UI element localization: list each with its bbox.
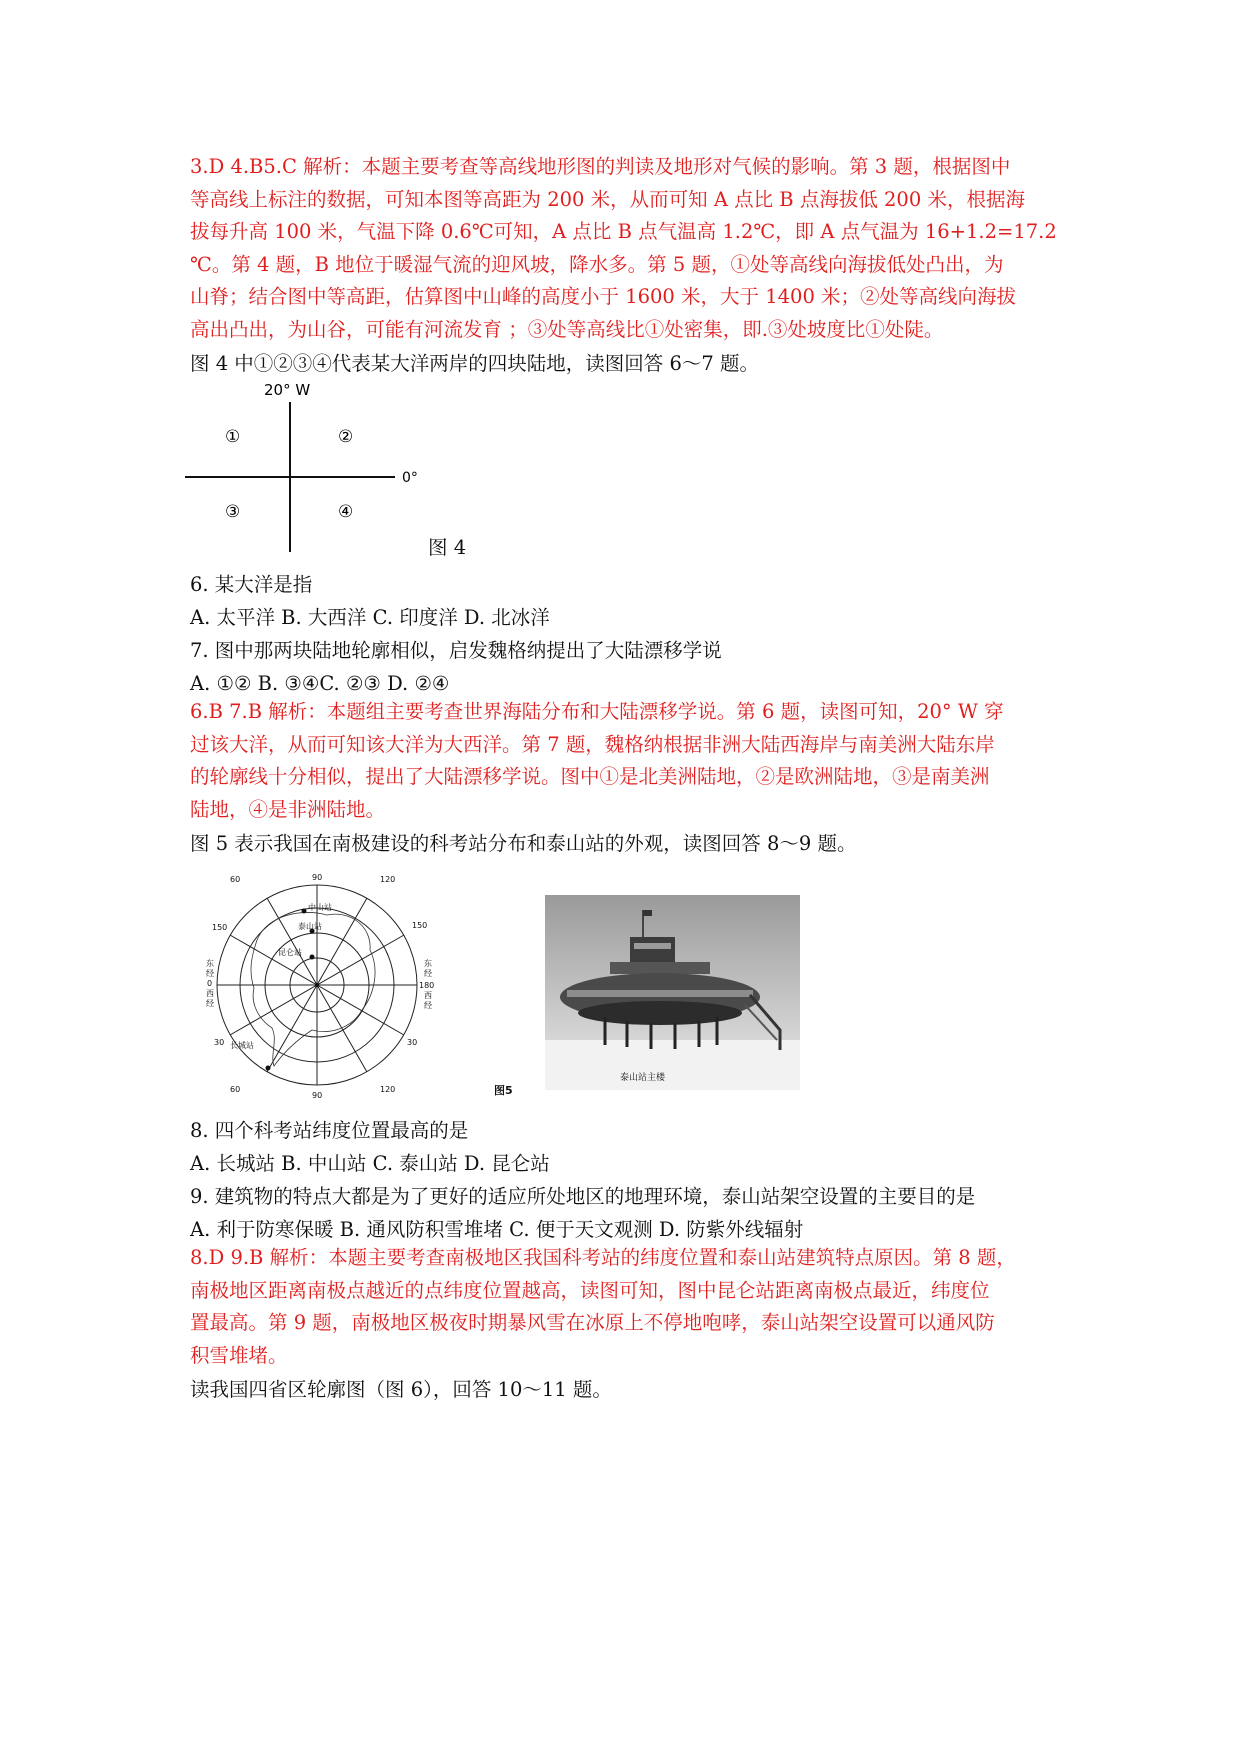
text-line: 的轮廓线十分相似，提出了大陆漂移学说。图中①是北美洲陆地，②是欧洲陆地，③是南美洲: [190, 765, 990, 788]
figure-5-antarctic-map: [206, 870, 512, 1100]
region-1: ①: [225, 427, 241, 447]
analysis-6-7: [190, 696, 1090, 826]
analysis-8-9: [190, 1242, 1090, 1372]
question-7: 7. 图中那两块陆地轮廓相似，启发魏格纳提出了大陆漂移学说: [190, 639, 722, 662]
upper-deck: [610, 962, 710, 974]
intro-figure-5: 图 5 表示我国在南极建设的科考站分布和泰山站的外观，读图回答 8～9 题。: [190, 832, 857, 855]
antarctica-coastline: [251, 912, 375, 1066]
intro-figure-4: 图 4 中①②③④代表某大洋两岸的四块陆地，读图回答 6～7 题。: [190, 352, 760, 375]
tick-60-top: 60: [230, 875, 241, 884]
label-west-left: 西: [206, 989, 214, 998]
station-kunlun-dot: [310, 955, 315, 960]
label-jing-left: 经: [206, 969, 214, 978]
top-tower: [630, 937, 675, 962]
snow-ground: [545, 1040, 800, 1090]
region-3: ③: [225, 502, 241, 522]
tick-120-bottom: 120: [380, 1085, 396, 1094]
region-4: ④: [338, 502, 354, 522]
taishan-station-photo: [545, 895, 800, 1090]
tick-90-top: 90: [312, 873, 323, 882]
question-8-options: A. 长城站 B. 中山站 C. 泰山站 D. 昆仑站: [190, 1152, 550, 1175]
station-taishan-label: 泰山站: [298, 922, 322, 931]
text-line: ℃。第 4 题，B 地位于暖湿气流的迎风坡，降水多。第 5 题，①处等高线向海拔低处凸出，为: [190, 252, 1004, 276]
text-line: 拔每升高 100 米，气温下降 0.6℃可知，A 点比 B 点气温高 1.2℃，即 A 点气温为 16+1.2=17.2: [190, 220, 1057, 243]
text-line: 置最高。第 9 题，南极地区极夜时期暴风雪在冰原上不停地咆哮，泰山站架空设置可以通风防: [190, 1311, 995, 1334]
label-east-left: 东: [206, 959, 214, 968]
label-jing2-right: 经: [424, 1001, 432, 1010]
question-6: 6. 某大洋是指: [190, 573, 313, 596]
station-changcheng-label: 长城站: [230, 1041, 254, 1050]
station-kunlun-label: 昆仑站: [278, 948, 302, 957]
question-6-options: A. 太平洋 B. 大西洋 C. 印度洋 D. 北冰洋: [190, 606, 550, 629]
text-line: 陆地，④是非洲陆地。: [190, 797, 386, 821]
text-line: 6.B 7.B 解析：本题组主要考查世界海陆分布和大陆漂移学说。第 6 题，读图可知，20° W 穿: [190, 700, 1004, 723]
label-0-left: 0: [207, 979, 213, 988]
label-east-right: 东: [424, 959, 432, 968]
tick-150-left: 150: [212, 923, 228, 932]
question-7-options: A. ①② B. ③④C. ②③ D. ②④: [190, 672, 450, 695]
region-2: ②: [338, 427, 354, 447]
tick-150-right: 150: [412, 921, 428, 930]
question-9: 9. 建筑物的特点大都是为了更好的适应所处地区的地理环境，泰山站架空设置的主要目的是: [190, 1185, 976, 1208]
text-line: 山脊；结合图中等高距，估算图中山峰的高度小于 1600 米，大于 1400 米；②处等高线向海拔: [190, 285, 1017, 308]
photo-caption: 泰山站主楼: [620, 1073, 666, 1083]
question-8: 8. 四个科考站纬度位置最高的是: [190, 1119, 469, 1142]
figure-4-caption: 图 4: [428, 536, 467, 559]
tick-30-left: 30: [214, 1038, 225, 1047]
figure-5-label: 图5: [494, 1084, 513, 1097]
intro-figure-6: 读我国四省区轮廓图（图 6），回答 10～11 题。: [190, 1378, 612, 1401]
tick-30-right: 30: [407, 1038, 418, 1047]
figure-4-diagram: [180, 382, 440, 557]
station-zhongshan-dot: [302, 909, 307, 914]
text-line: 3.D 4.B5.C 解析：本题主要考查等高线地形图的判读及地形对气候的影响。第 3 题，根据图中: [190, 155, 1011, 178]
station-changcheng-dot: [266, 1066, 271, 1071]
station-zhongshan-label: 中山站: [308, 903, 332, 912]
flag: [643, 910, 652, 916]
meridian-label: 20° W: [264, 381, 311, 399]
label-west-right: 西: [424, 991, 432, 1000]
tick-60-bottom: 60: [230, 1085, 241, 1094]
text-line: 等高线上标注的数据，可知本图等高距为 200 米，从而可知 A 点比 B 点海拔低 200 米，根据海: [190, 187, 1025, 211]
text-line: 南极地区距离南极点越近的点纬度位置越高，读图可知，图中昆仑站距离南极点最近，纬度位: [190, 1278, 990, 1302]
text-line: 8.D 9.B 解析：本题主要考查南极地区我国科考站的纬度位置和泰山站建筑特点原因。第 8 题，: [190, 1246, 1016, 1269]
tick-180-right: 180: [419, 981, 435, 990]
tower-windows: [634, 943, 671, 949]
tick-90-bottom: 90: [312, 1091, 323, 1100]
label-jing2-left: 经: [206, 999, 214, 1008]
equator-label: 0°: [402, 470, 418, 486]
analysis-3-5: [190, 151, 1090, 346]
text-line: 积雪堆堵。: [190, 1343, 288, 1367]
text-line: 高出凸出，为山谷，可能有河流发育 ；③处等高线比①处密集，即.③处坡度比①处陡。: [190, 317, 944, 341]
question-9-options: A. 利于防寒保暖 B. 通风防积雪堆堵 C. 便于天文观测 D. 防紫外线辐射: [190, 1218, 804, 1241]
label-jing-right: 经: [424, 969, 432, 978]
tick-120-top: 120: [380, 875, 396, 884]
south-pole-dot: [315, 983, 319, 987]
text-line: 过该大洋，从而可知该大洋为大西洋。第 7 题，魏格纳根据非洲大陆西海岸与南美洲大陆东岸: [190, 732, 995, 756]
window-band: [567, 990, 753, 997]
